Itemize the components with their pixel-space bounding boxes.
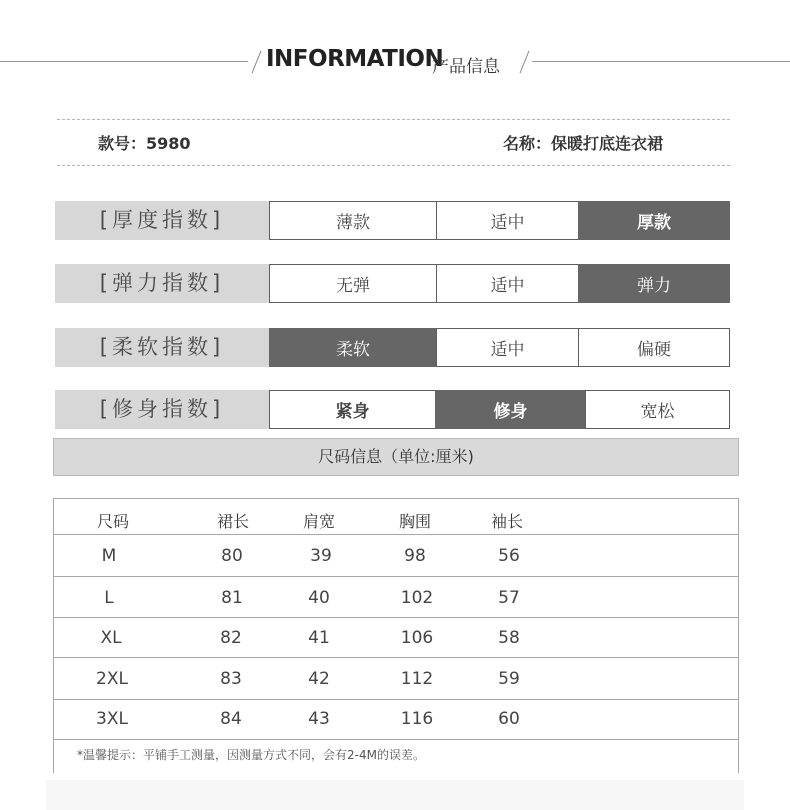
option-stiff: 偏硬 (578, 328, 730, 367)
option-stretch: 弹力 (578, 264, 730, 303)
style-number: 款号：5980 (98, 134, 191, 153)
size-table (53, 498, 739, 773)
softness-index (55, 328, 730, 367)
row-divider (54, 739, 738, 740)
table-cell: 98 (404, 546, 426, 566)
table-cell: 116 (400, 709, 434, 729)
index-label: [厚度指数] (55, 201, 269, 240)
column-header-length: 裙长 (216, 512, 250, 531)
elasticity-index (55, 264, 730, 303)
fit-index (55, 390, 730, 429)
table-cell: 60 (498, 709, 520, 729)
table-cell-size: M (101, 546, 117, 566)
table-cell: 41 (308, 628, 330, 648)
page-title: INFORMATION (266, 46, 444, 72)
table-cell: 42 (308, 669, 330, 689)
table-cell: 102 (400, 588, 434, 608)
row-divider (54, 657, 738, 658)
header-rule-left (0, 61, 248, 62)
option-medium: 适中 (436, 264, 579, 303)
table-cell: 84 (220, 709, 242, 729)
column-header-sleeve: 袖长 (490, 512, 524, 531)
option-thick: 厚款 (578, 201, 730, 240)
column-header-size: 尺码 (96, 512, 130, 531)
table-cell: 40 (308, 588, 330, 608)
product-name: 名称：保暖打底连衣裙 (503, 134, 664, 153)
option-no-stretch: 无弹 (269, 264, 437, 303)
table-cell: 82 (220, 628, 242, 648)
table-cell-size: 3XL (96, 709, 128, 729)
table-cell: 56 (498, 546, 520, 566)
table-cell: 112 (400, 669, 434, 689)
option-soft: 柔软 (269, 328, 437, 367)
page-subtitle: 产品信息 (432, 57, 500, 77)
table-cell: 106 (400, 628, 434, 648)
size-info-banner: 尺码信息（单位:厘米) (53, 438, 739, 476)
option-medium: 适中 (436, 201, 579, 240)
table-cell-size: XL (100, 628, 122, 648)
option-loose: 宽松 (585, 390, 730, 429)
table-cell: 83 (220, 669, 242, 689)
index-label: [修身指数] (55, 390, 269, 429)
table-cell: 58 (498, 628, 520, 648)
header-slash-right (520, 51, 530, 74)
table-cell: 80 (221, 546, 243, 566)
table-cell-size: 2XL (96, 669, 128, 689)
table-cell: 39 (310, 546, 332, 566)
option-thin: 薄款 (269, 201, 437, 240)
footer-strip (46, 780, 744, 810)
table-cell-size: L (104, 588, 114, 608)
header-slash-left (252, 51, 262, 74)
header-rule-right (532, 61, 790, 62)
thickness-index (55, 201, 730, 240)
row-divider (54, 534, 738, 535)
index-label: [柔软指数] (55, 328, 269, 367)
option-slim: 修身 (435, 390, 586, 429)
table-cell: 57 (498, 588, 520, 608)
table-cell: 81 (221, 588, 243, 608)
option-tight: 紧身 (269, 390, 436, 429)
column-header-shoulder: 肩宽 (302, 512, 336, 531)
index-label: [弹力指数] (55, 264, 269, 303)
table-cell: 59 (498, 669, 520, 689)
row-divider (54, 576, 738, 577)
measurement-note: *温馨提示：平铺手工测量，因测量方式不同，会有2-4M的误差。 (77, 748, 425, 762)
column-header-bust: 胸围 (398, 512, 432, 531)
option-medium: 适中 (436, 328, 579, 367)
table-cell: 43 (308, 709, 330, 729)
row-divider (54, 617, 738, 618)
divider-top (57, 119, 730, 120)
row-divider (54, 699, 738, 700)
divider-bottom (57, 165, 730, 166)
